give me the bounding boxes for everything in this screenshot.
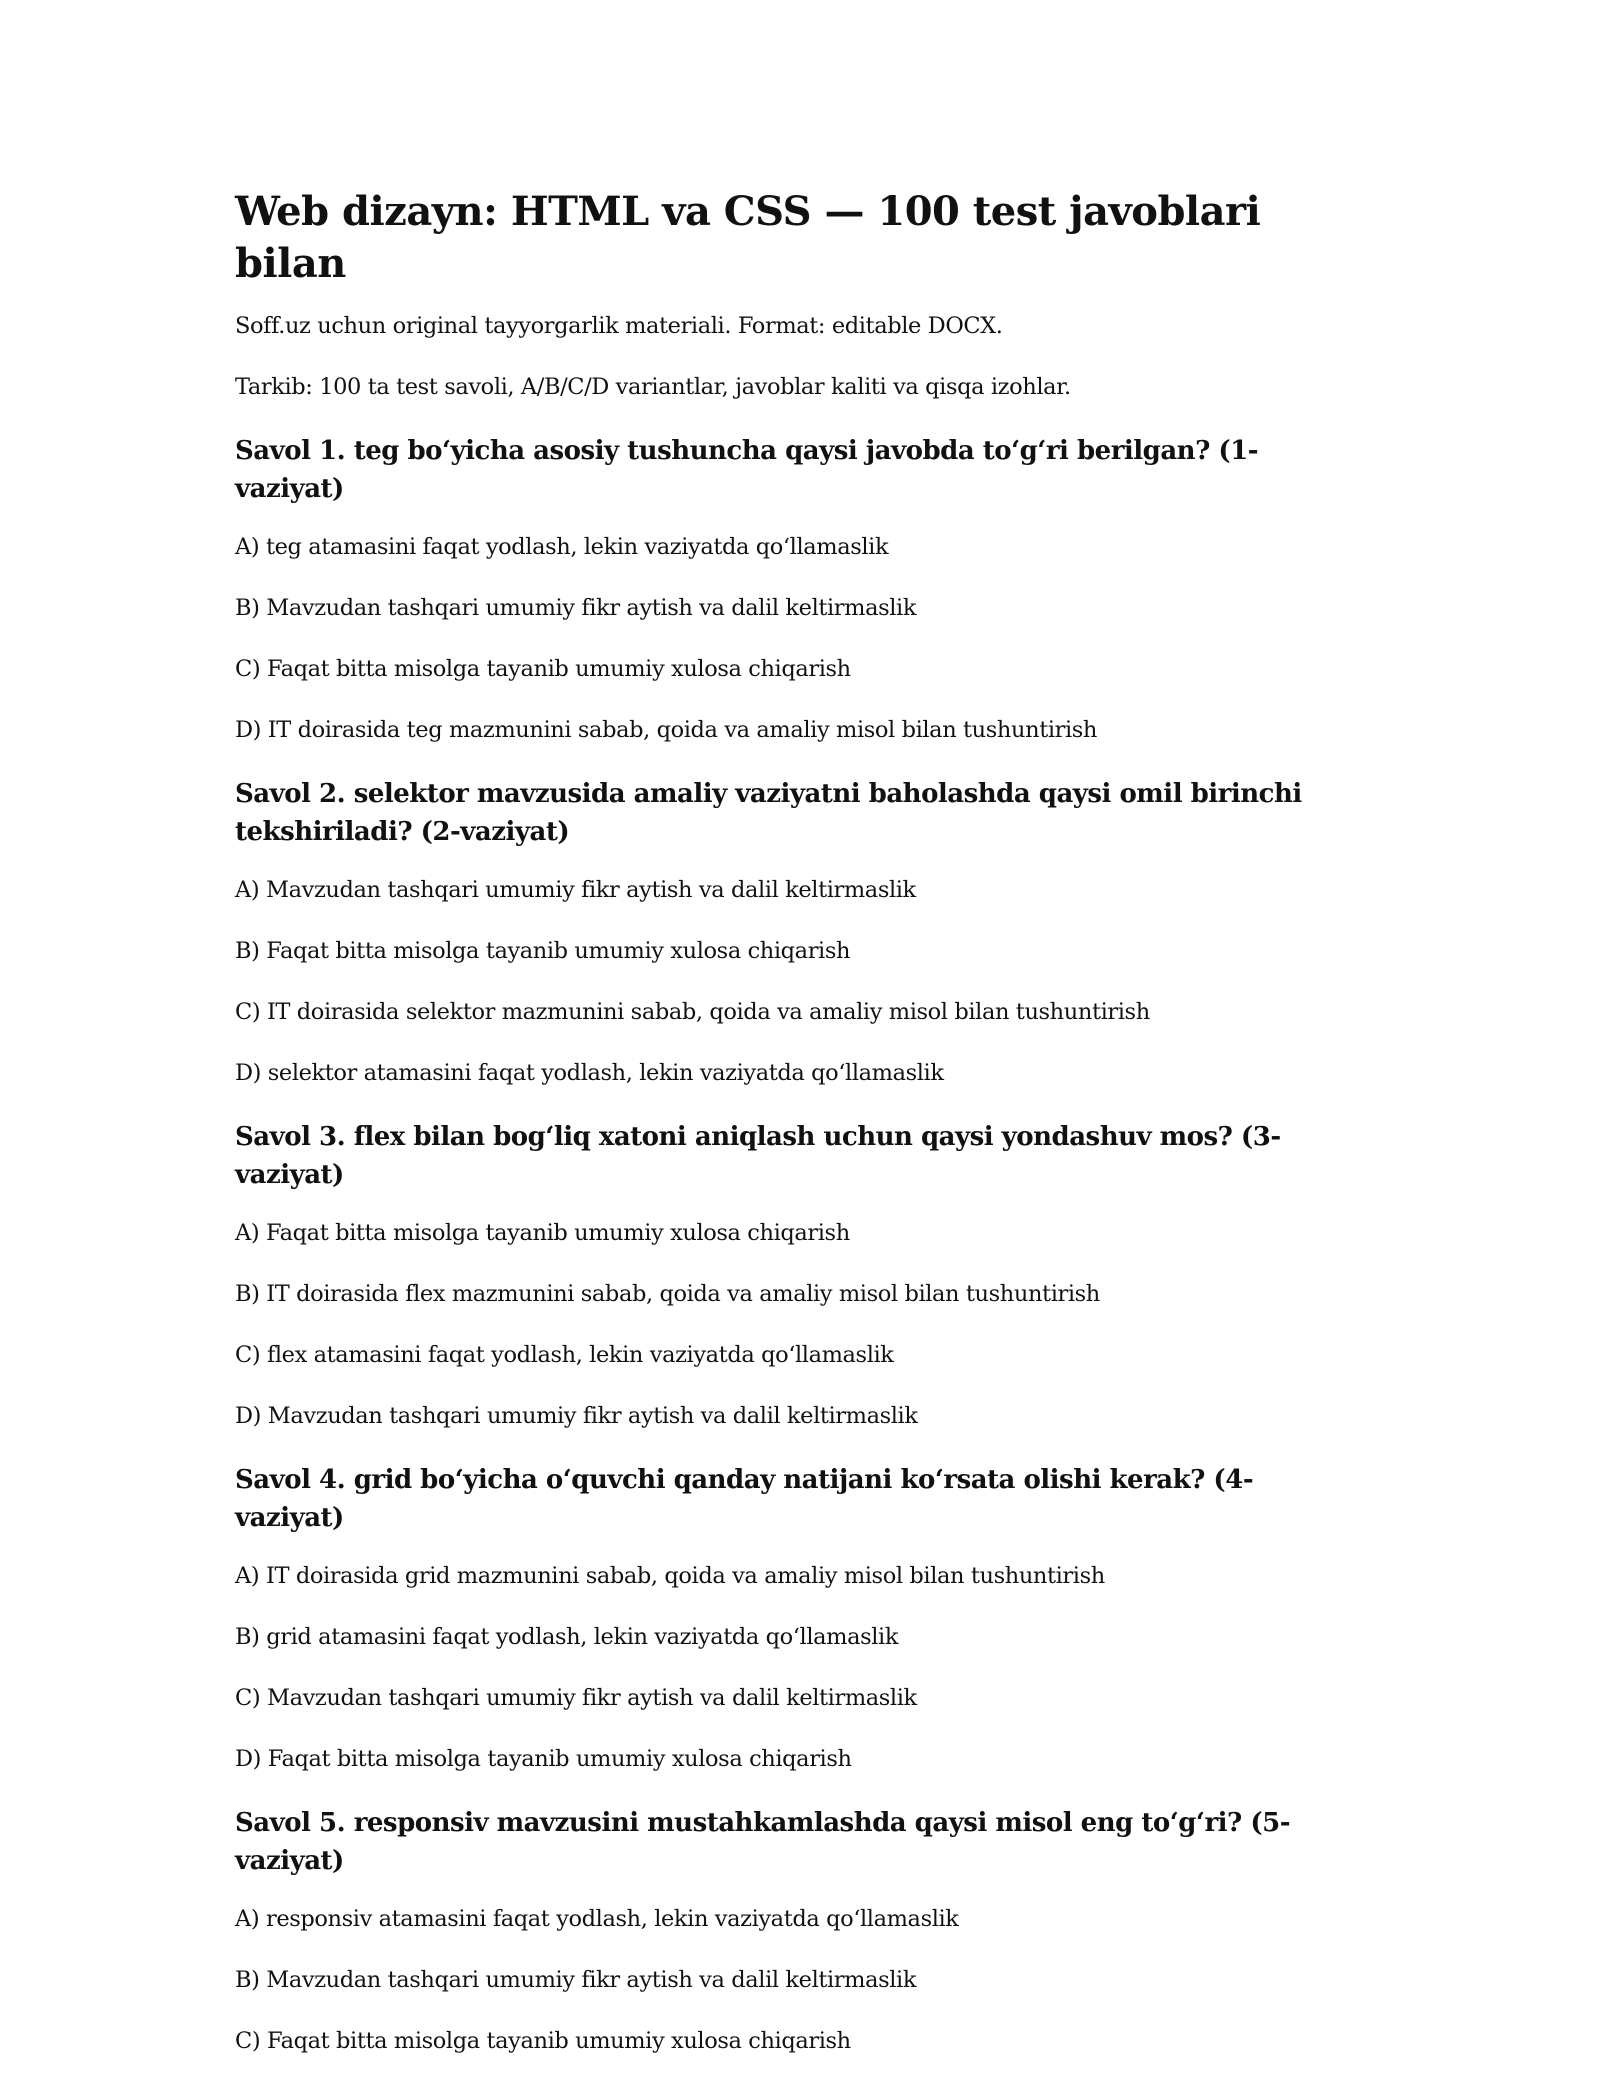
question-text: Savol 1. teg bo‘yicha asosiy tushuncha qaysi javobda to‘g‘ri berilgan? (1-vaziyat)	[235, 436, 1259, 504]
option-c: C) flex atamasini faqat yodlash, lekin vaziyatda qo‘llamaslik	[235, 1342, 894, 1368]
document-title: Web dizayn: HTML va CSS — 100 test javoblari bilan	[235, 188, 1261, 287]
option-d: D) Mavzudan tashqari umumiy fikr aytish va dalil keltirmaslik	[235, 1403, 918, 1429]
option-a: A) Mavzudan tashqari umumiy fikr aytish va dalil keltirmaslik	[235, 877, 916, 903]
question-4	[235, 1461, 1345, 1775]
question-text: Savol 3. flex bilan bog‘liq xatoni aniqlash uchun qaysi yondashuv mos? (3-vaziyat)	[235, 1122, 1281, 1190]
option-d: D) Faqat bitta misolga tayanib umumiy xulosa chiqarish	[235, 1746, 852, 1772]
question-5	[235, 1804, 1345, 2057]
option-c: C) Mavzudan tashqari umumiy fikr aytish va dalil keltirmaslik	[235, 1685, 917, 1711]
document-body	[235, 186, 1345, 2086]
question-3	[235, 1118, 1345, 1432]
option-c: C) IT doirasida selektor mazmunini sabab, qoida va amaliy misol bilan tushuntirish	[235, 999, 1150, 1025]
option-b: B) Mavzudan tashqari umumiy fikr aytish va dalil keltirmaslik	[235, 595, 917, 621]
document-subtitle: Soff.uz uchun original tayyorgarlik materiali. Format: editable DOCX.	[235, 313, 1003, 339]
question-text: Savol 5. responsiv mavzusini mustahkamlashda qaysi misol eng to‘g‘ri? (5-vaziyat)	[235, 1808, 1291, 1876]
question-1	[235, 432, 1345, 746]
document-contents: Tarkib: 100 ta test savoli, A/B/C/D variantlar, javoblar kaliti va qisqa izohlar.	[235, 374, 1071, 400]
option-c: C) Faqat bitta misolga tayanib umumiy xulosa chiqarish	[235, 656, 851, 682]
option-c: C) Faqat bitta misolga tayanib umumiy xulosa chiqarish	[235, 2028, 851, 2054]
option-b: B) Faqat bitta misolga tayanib umumiy xulosa chiqarish	[235, 938, 851, 964]
question-2	[235, 775, 1345, 1089]
option-b: B) grid atamasini faqat yodlash, lekin vaziyatda qo‘llamaslik	[235, 1624, 899, 1650]
option-a: A) teg atamasini faqat yodlash, lekin vaziyatda qo‘llamaslik	[235, 534, 889, 560]
option-b: B) Mavzudan tashqari umumiy fikr aytish va dalil keltirmaslik	[235, 1967, 917, 1993]
option-a: A) IT doirasida grid mazmunini sabab, qoida va amaliy misol bilan tushuntirish	[235, 1563, 1105, 1589]
question-text: Savol 2. selektor mavzusida amaliy vaziyatni baholashda qaysi omil birinchi tekshiriladi? (2-vaziyat)	[235, 779, 1302, 847]
option-a: A) responsiv atamasini faqat yodlash, lekin vaziyatda qo‘llamaslik	[235, 1906, 959, 1932]
option-b: B) IT doirasida flex mazmunini sabab, qoida va amaliy misol bilan tushuntirish	[235, 1281, 1100, 1307]
question-text: Savol 4. grid bo‘yicha o‘quvchi qanday natijani ko‘rsata olishi kerak? (4-vaziyat)	[235, 1465, 1254, 1533]
option-d: D) IT doirasida teg mazmunini sabab, qoida va amaliy misol bilan tushuntirish	[235, 717, 1098, 743]
option-d: D) selektor atamasini faqat yodlash, lekin vaziyatda qo‘llamaslik	[235, 1060, 944, 1086]
option-a: A) Faqat bitta misolga tayanib umumiy xulosa chiqarish	[235, 1220, 850, 1246]
